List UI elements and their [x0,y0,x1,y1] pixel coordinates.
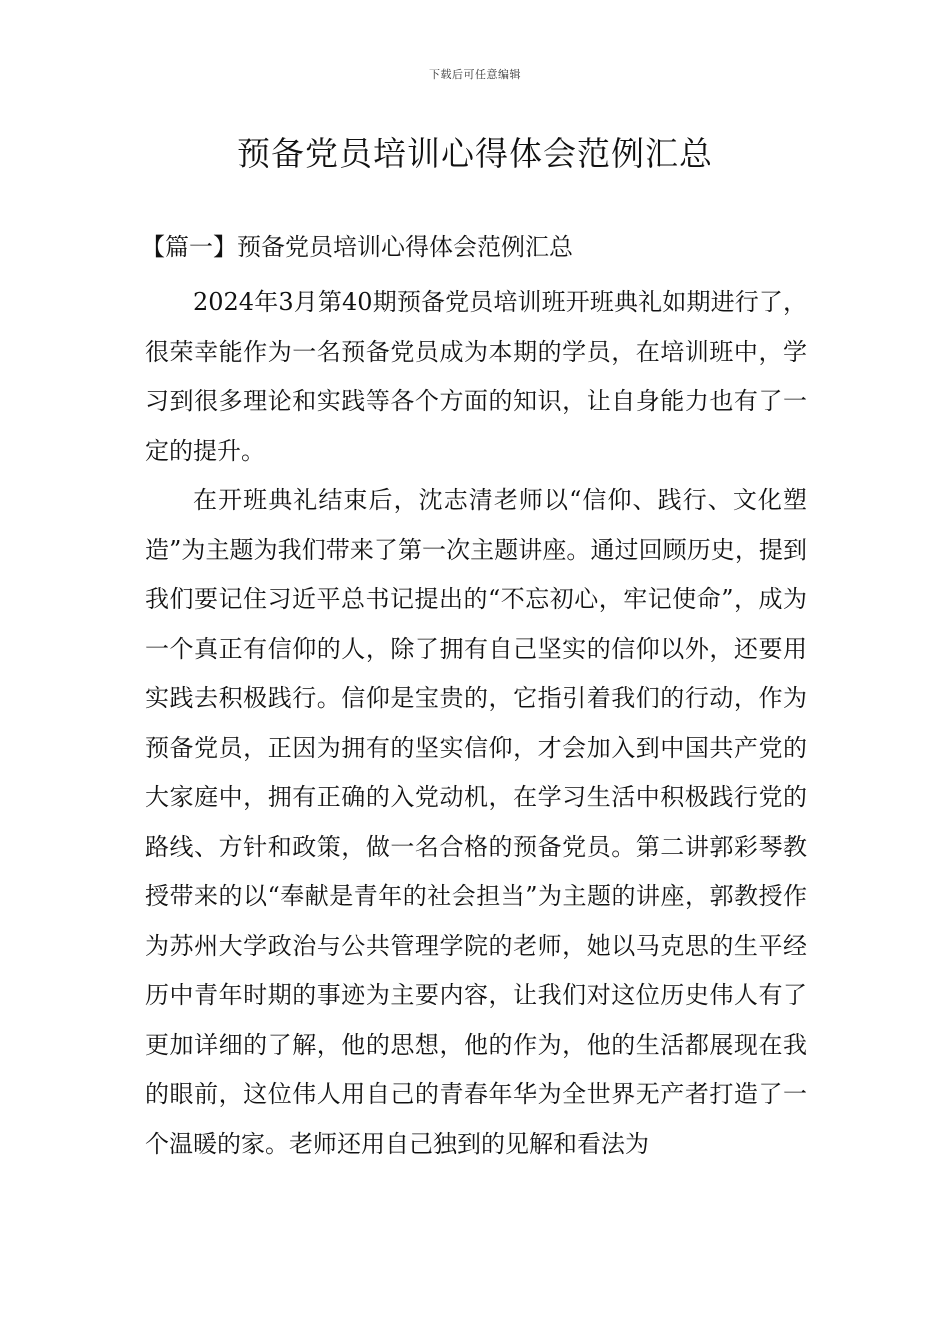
section-heading: 【篇一】预备党员培训心得体会范例汇总 [141,233,573,261]
document-title: 预备党员培训心得体会范例汇总 [237,134,713,173]
paragraph: 在开班典礼结束后，沈志清老师以“信仰、践行、文化塑造”为主题为我们带来了第一次主题讲座。通过回顾历史，提到我们要记住习近平总书记提出的“不忘初心，牢记使命”，成为一个真正有信仰的人，除了拥有自己坚实的信仰以外，还要用实践去积极践行。信仰是宝贵的，它指引着我们的行动，作为预备党员，正因为拥有的坚实信仰，才会加入到中国共产党的大家庭中，拥有正确的入党动机，在学习生活中积极践行党的路线、方针和政策，做一名合格的预备党员。第二讲郭彩琴教授带来的以“奉献是青年的社会担当”为主题的讲座，郭教授作为苏州大学政治与公共管理学院的老师，她以马克思的生平经历中青年时期的事迹为主要内容，让我们对这位历史伟人有了更加详细的了解，他的思想，他的作为，他的生活都展现在我的眼前，这位伟人用自己的青春年华为全世界无产者打造了一个温暖的家。老师还用自己独到的见解和看法为 [145,486,807,1158]
header-note: 下载后可任意编辑 [429,68,521,81]
paragraph: 2024年3月第40期预备党员培训班开班典礼如期进行了，很荣幸能作为一名预备党员成为本期的学员，在培训班中，学习到很多理论和实践等各个方面的知识，让自身能力也有了一定的提升。 [145,288,807,465]
document-body [141,230,807,1169]
